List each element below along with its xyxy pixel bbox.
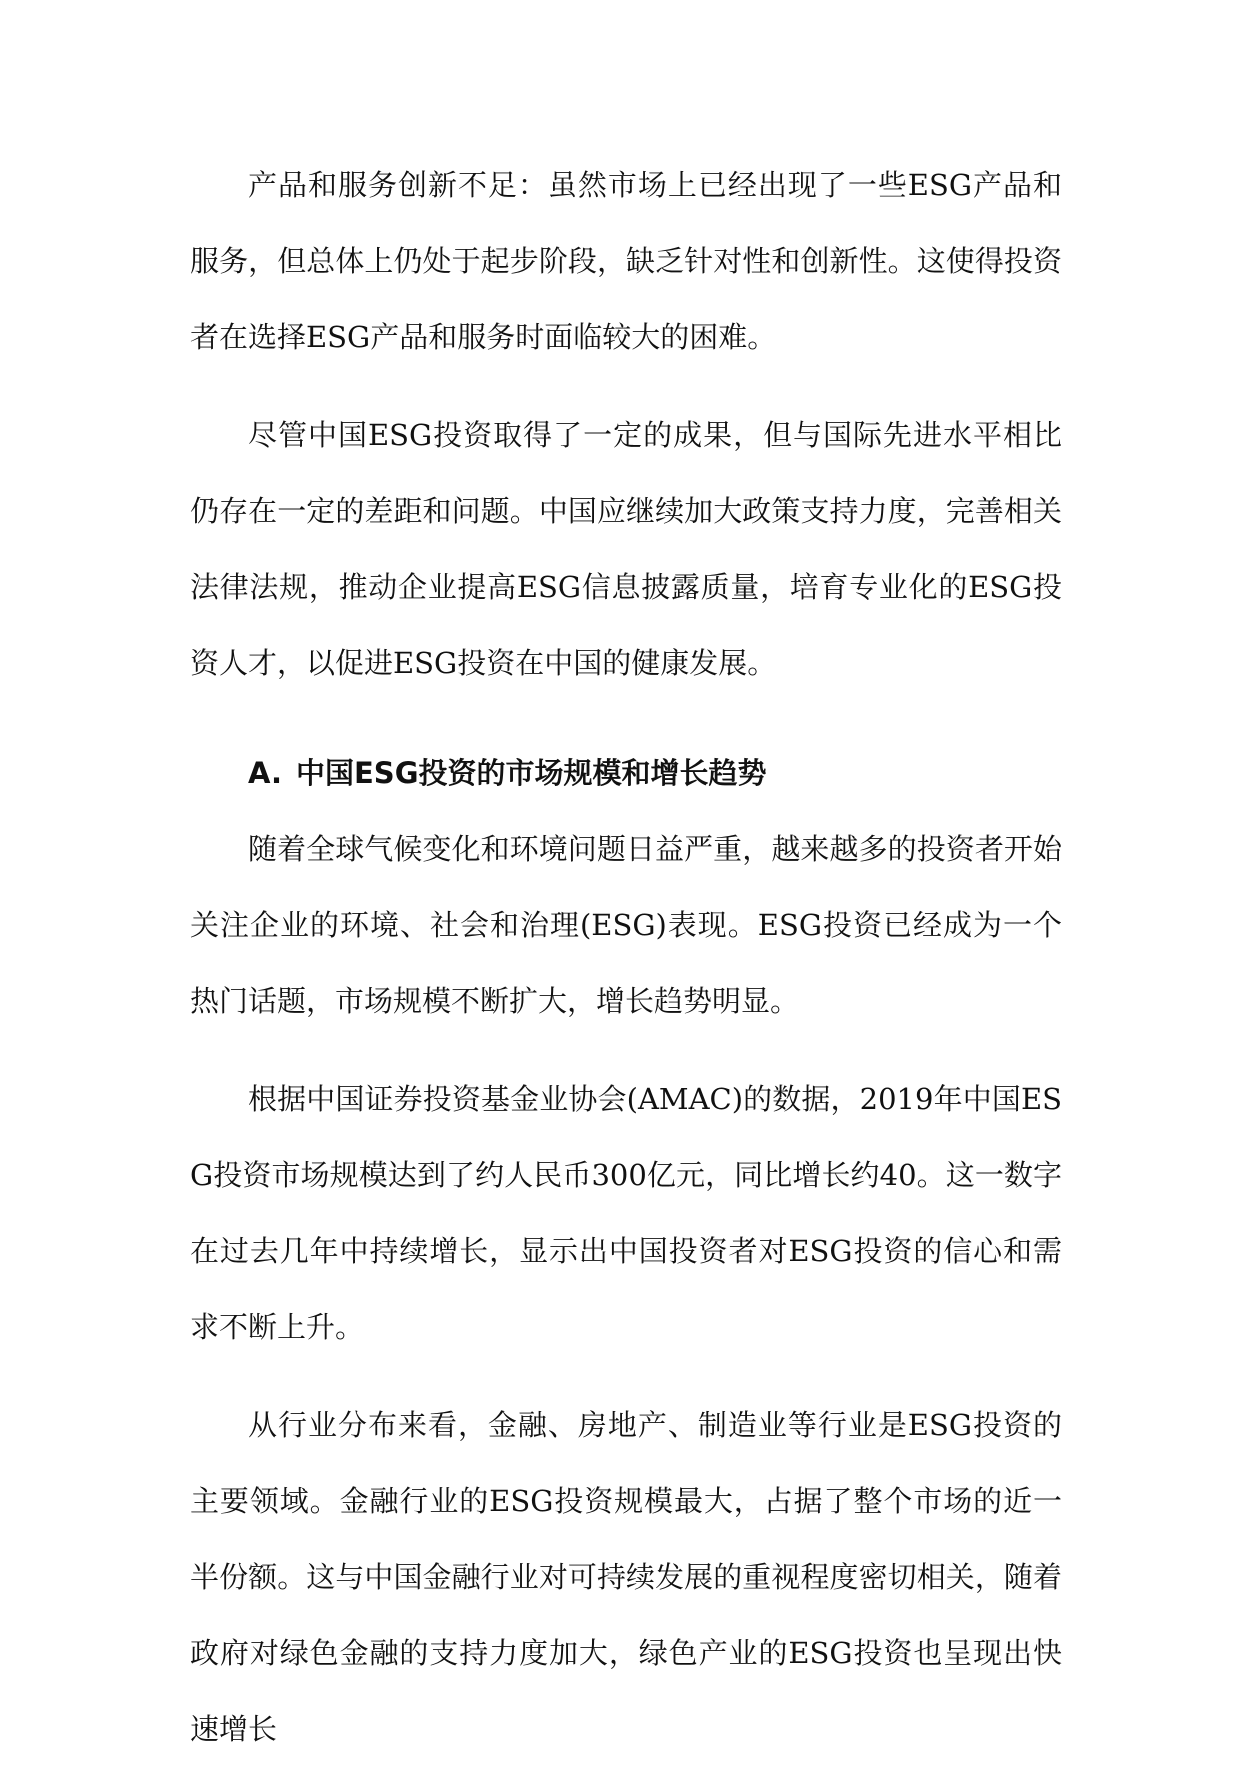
paragraph-product-innovation: 产品和服务创新不足：虽然市场上已经出现了一些ESG产品和服务，但总体上仍处于起步阶段，缺乏针对性和创新性。这使得投资者在选择ESG产品和服务时面临较大的困难。	[190, 168, 1062, 354]
paragraph-amac-data: 根据中国证券投资基金业协会(AMAC)的数据，2019年中国ESG投资市场规模达到了约人民币300亿元，同比增长约40。这一数字在过去几年中持续增长，显示出中国投资者对ESG投资的信心和需求不断上升。	[190, 1082, 1062, 1344]
section-heading-title: 中国ESG投资的市场规模和增长趋势	[296, 756, 767, 790]
document-body	[190, 147, 1062, 1789]
paragraph-esg-gap-summary: 尽管中国ESG投资取得了一定的成果，但与国际先进水平相比仍存在一定的差距和问题。中国应继续加大政策支持力度，完善相关法律法规，推动企业提高ESG信息披露质量，培育专业化的ESG投资人才，以促进ESG投资在中国的健康发展。	[190, 418, 1062, 680]
paragraph-industry-distribution: 从行业分布来看，金融、房地产、制造业等行业是ESG投资的主要领域。金融行业的ESG投资规模最大，占据了整个市场的近一半份额。这与中国金融行业对可持续发展的重视程度密切相关，随着政府对绿色金融的支持力度加大，绿色产业的ESG投资也呈现出快速增长	[190, 1408, 1062, 1746]
paragraph-esg-attention: 随着全球气候变化和环境问题日益严重，越来越多的投资者开始关注企业的环境、社会和治理(ESG)表现。ESG投资已经成为一个热门话题，市场规模不断扩大，增长趋势明显。	[190, 832, 1062, 1018]
section-heading-label: A.	[248, 756, 282, 790]
section-heading	[190, 735, 1062, 811]
